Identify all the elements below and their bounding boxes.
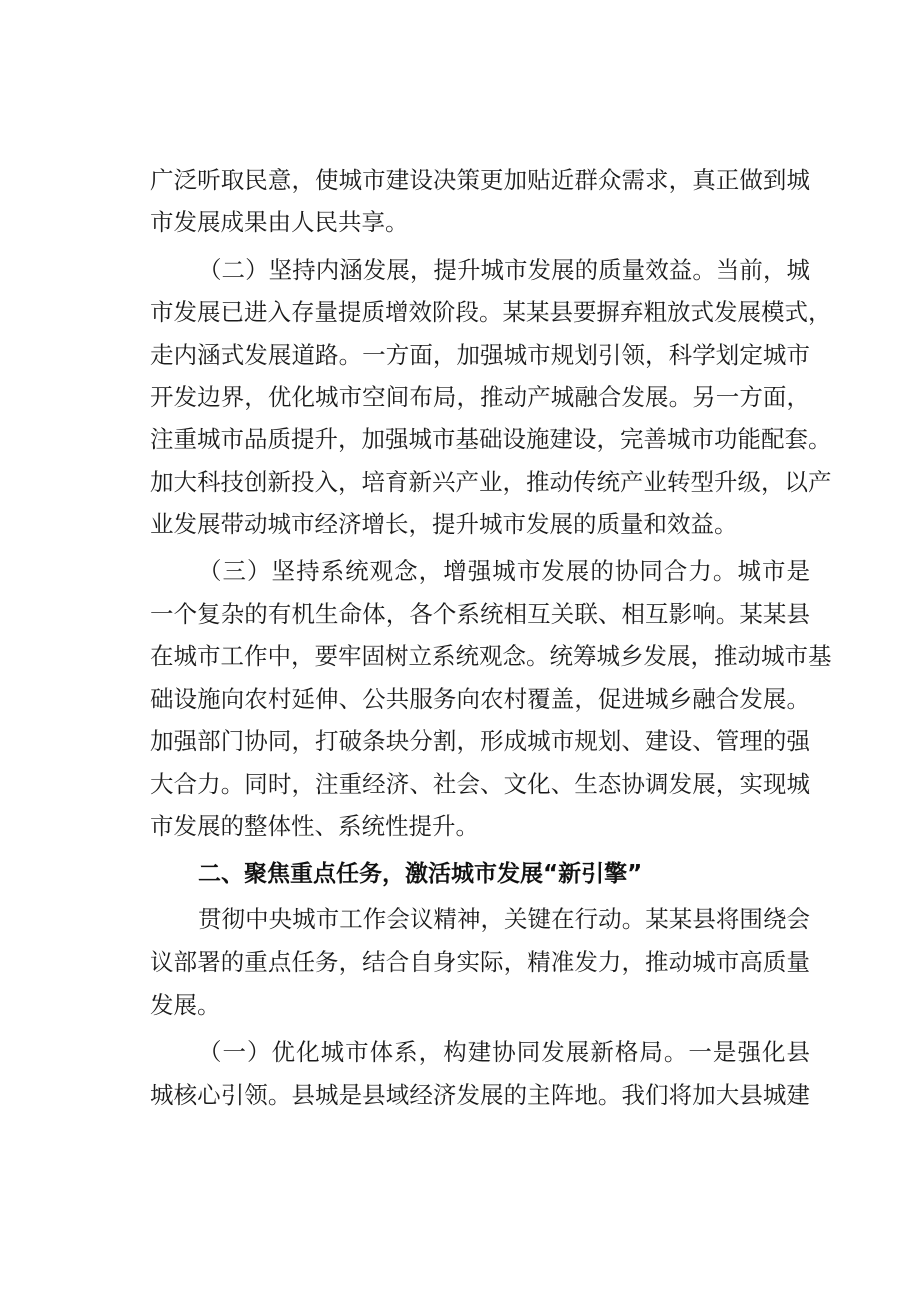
paragraph-2-line-2: 市发展已进入存量提质增效阶段。某某县要摒弃粗放式发展模式， xyxy=(150,298,832,326)
paragraph-2-line-3: 走内涵式发展道路。一方面，加强城市规划引领，科学划定城市 xyxy=(150,341,810,369)
paragraph-3-line-7: 市发展的整体性、系统性提升。 xyxy=(150,812,479,840)
paragraph-2-line-6: 加大科技创新投入，培育新兴产业，推动传统产业转型升级，以产 xyxy=(150,468,832,496)
paragraph-4-line-1: 贯彻中央城市工作会议精神，关键在行动。某某县将围绕会 xyxy=(198,905,810,933)
paragraph-2-line-1: （二）坚持内涵发展，提升城市发展的质量效益。当前，城 xyxy=(198,256,810,284)
paragraph-5-line-1: （一）优化城市体系，构建协同发展新格局。一是强化县 xyxy=(198,1038,810,1066)
paragraph-1-line-1: 广泛听取民意，使城市建设决策更加贴近群众需求，真正做到城 xyxy=(150,166,810,194)
paragraph-2-line-4: 开发边界，优化城市空间布局，推动产城融合发展。另一方面， xyxy=(150,383,810,411)
paragraph-4-line-2: 议部署的重点任务，结合自身实际，精准发力，推动城市高质量 xyxy=(150,948,810,976)
paragraph-3-line-1: （三）坚持系统观念，增强城市发展的协同合力。城市是 xyxy=(198,557,810,585)
paragraph-3-line-4: 础设施向农村延伸、公共服务向农村覆盖，促进城乡融合发展。 xyxy=(150,685,810,713)
paragraph-3-line-2: 一个复杂的有机生命体，各个系统相互关联、相互影响。某某县 xyxy=(150,600,810,628)
paragraph-3-line-6: 大合力。同时，注重经济、社会、文化、生态协调发展，实现城 xyxy=(150,770,810,798)
paragraph-4-line-3: 发展。 xyxy=(150,991,221,1019)
paragraph-3-line-5: 加强部门协同，打破条块分割，形成城市规划、建设、管理的强 xyxy=(150,727,810,755)
paragraph-2-line-5: 注重城市品质提升，加强城市基础设施建设，完善城市功能配套。 xyxy=(150,425,832,453)
paragraph-1-line-2: 市发展成果由人民共享。 xyxy=(150,208,409,236)
paragraph-5-line-2: 城核心引领。县城是县域经济发展的主阵地。我们将加大县城建 xyxy=(150,1081,810,1109)
paragraph-3-line-3: 在城市工作中，要牢固树立系统观念。统筹城乡发展，推动城市基 xyxy=(150,642,832,670)
paragraph-2-line-7: 业发展带动城市经济增长，提升城市发展的质量和效益。 xyxy=(150,510,738,538)
section-heading: 二、聚焦重点任务，激活城市发展“新引擎” xyxy=(198,861,643,887)
